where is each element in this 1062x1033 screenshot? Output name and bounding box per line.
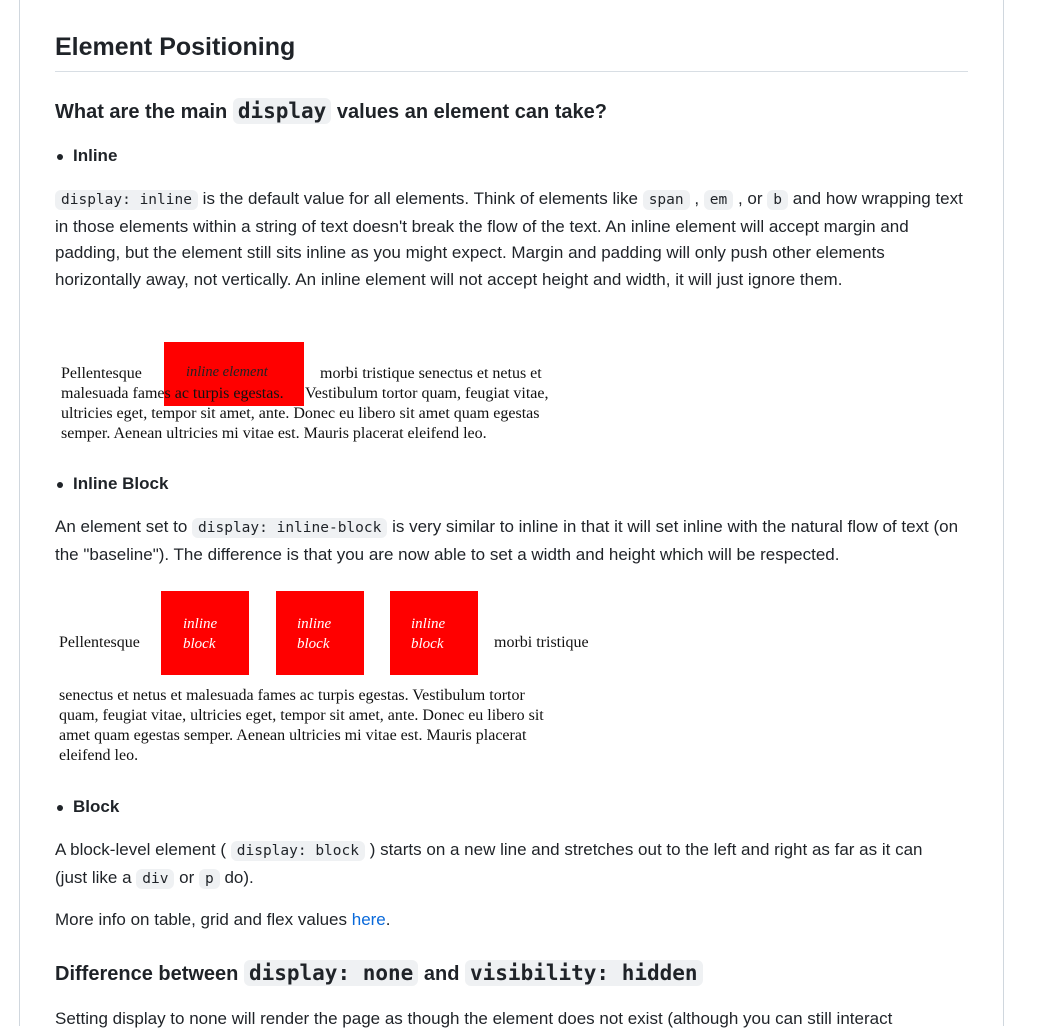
page-border-left: [19, 0, 20, 1026]
box-label-line: inline: [297, 616, 332, 632]
title-divider: [55, 71, 968, 72]
paragraph-text: An element set to: [55, 517, 193, 536]
demo-text: senectus et netus et malesuada fames ac turpis egestas. Vestibulum tortor: [59, 687, 525, 704]
heading-text: What are the main: [55, 101, 233, 123]
inline-code: visibility: hidden: [465, 960, 703, 986]
inline-code: display: inline: [55, 190, 198, 210]
box-label-line: block: [411, 636, 444, 652]
inline-code: div: [136, 869, 174, 889]
list-item-block: Block: [73, 795, 119, 819]
demo-text: Vestibulum tortor quam, feugiat vitae,: [305, 385, 549, 402]
demo-text: quam, feugiat vitae, ultricies eget, tempor sit amet, ante. Donec eu libero sit: [59, 707, 544, 724]
inline-demo-figure: [55, 340, 585, 450]
paragraph-text: A block-level element (: [55, 840, 231, 859]
paragraph-text: .: [385, 910, 391, 929]
box-label-line: block: [297, 636, 330, 652]
inline-block-box-label: [411, 614, 445, 654]
paragraph-more-info: [55, 907, 968, 934]
paragraph-inline-block: [55, 514, 968, 568]
paragraph-text: , or: [733, 189, 768, 208]
inline-code: em: [704, 190, 733, 210]
paragraph-text: (just like a: [55, 867, 137, 887]
inline-code: display: block: [231, 841, 365, 861]
paragraph-text: or: [174, 867, 200, 887]
paragraph-text: is very similar to inline in that it will set inline with the natural flow of text (on the "baseline"). The difference is that you are now able to set a width and height which will be respected.: [55, 517, 959, 564]
list-item-inline-block: Inline Block: [73, 472, 168, 496]
paragraph-text: ,: [689, 189, 704, 208]
inline-code: display: [233, 98, 332, 124]
demo-text: morbi tristique senectus et netus et: [320, 365, 542, 382]
paragraph-inline: [55, 186, 968, 293]
demo-text: eleifend leo.: [59, 747, 139, 764]
paragraph-text: and how wrapping text in those elements within a string of text doesn't break the flow of the text. An inline element will accept margin and padding, but the element still sits inline as you might expect. Margin and padding will only push other elements horizontally away, not vertically. An inline element will not accept height and width, it will just ignore them.: [55, 189, 963, 289]
inline-block-demo-figure: [55, 588, 615, 768]
inline-block-box-label: [297, 614, 331, 654]
page-border-right: [1003, 0, 1004, 1026]
paragraph-text: More info on table, grid and flex values: [55, 910, 352, 929]
inline-code: span: [643, 190, 690, 210]
paragraph-display-none: Setting display to none will render the page as though the element does not exist (although you can still interact: [55, 1009, 893, 1028]
demo-text: morbi tristique: [494, 634, 589, 651]
demo-text: malesuada fames ac turpis egestas.: [61, 385, 284, 402]
box-label-line: inline: [183, 616, 218, 632]
section-heading-display-values: [55, 96, 607, 127]
inline-element-label: inline element: [186, 364, 268, 380]
demo-text: amet quam egestas semper. Aenean ultricies mi vitae est. Mauris placerat: [59, 727, 527, 744]
demo-text: Pellentesque: [61, 365, 142, 382]
box-label-line: block: [183, 636, 216, 652]
inline-code: display: inline-block: [192, 518, 387, 538]
inline-code: b: [767, 190, 788, 210]
demo-text: semper. Aenean ultricies mi vitae est. Mauris placerat eleifend leo.: [61, 425, 487, 442]
paragraph-text: is the default value for all elements. Think of elements like: [197, 189, 643, 208]
section-heading-display-vs-visibility: [55, 958, 703, 989]
demo-text: Pellentesque: [59, 634, 140, 651]
heading-text: values an element can take?: [331, 101, 608, 123]
paragraph-text: ) starts on a new line and stretches out to the left and right as far as it can: [364, 840, 923, 859]
inline-code: display: none: [244, 960, 418, 986]
inline-block-box-label: [183, 614, 217, 654]
list-item-inline: Inline: [73, 144, 117, 168]
demo-text: ultricies eget, tempor sit amet, ante. Donec eu libero sit amet quam egestas: [61, 405, 540, 422]
box-label-line: inline: [411, 616, 446, 632]
page-title: Element Positioning: [55, 33, 296, 61]
inline-code: p: [199, 869, 220, 889]
paragraph-text: do).: [219, 867, 254, 887]
here-link[interactable]: here: [351, 910, 386, 929]
heading-text: Difference between: [55, 963, 244, 985]
heading-text: and: [418, 963, 465, 985]
paragraph-block: [55, 837, 968, 892]
